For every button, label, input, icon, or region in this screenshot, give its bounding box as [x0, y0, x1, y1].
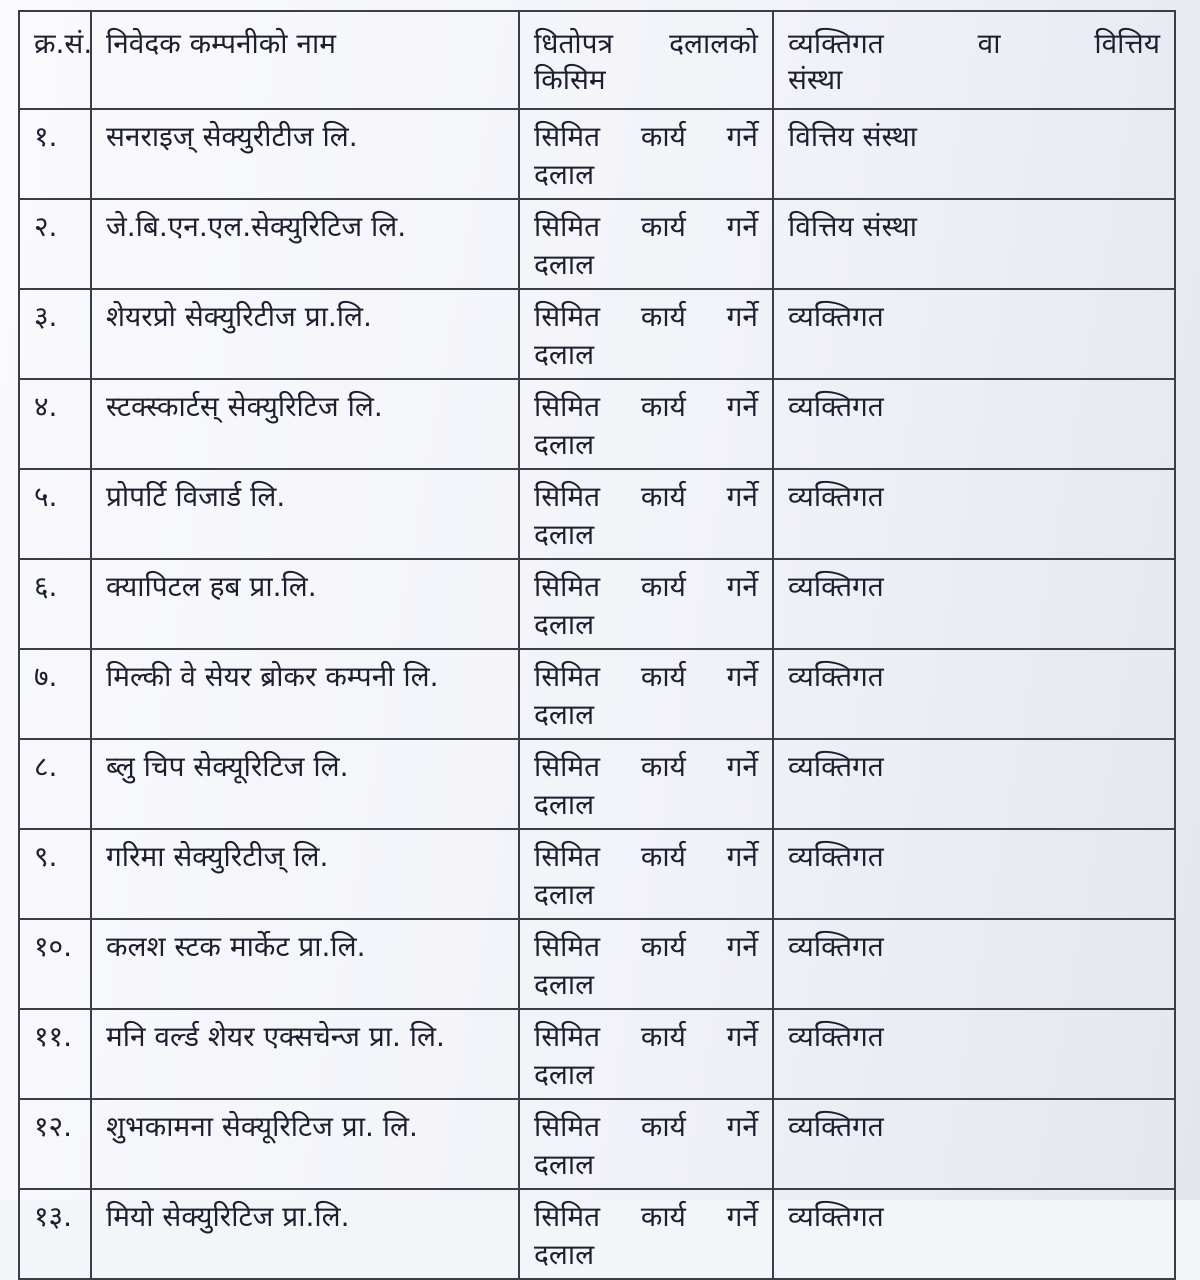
broker-type-word: कार्य — [640, 1110, 686, 1143]
table-row — [19, 739, 1175, 829]
company-name-cell: मियो सेक्युरिटिज प्रा.लि. — [91, 1189, 519, 1279]
broker-type-word: गर्ने — [726, 1020, 758, 1053]
broker-type-word: गर्ने — [726, 120, 758, 153]
broker-type-word: सिमित — [534, 480, 601, 513]
category-cell: व्यक्तिगत — [773, 1009, 1175, 1099]
broker-type-cell — [519, 559, 773, 649]
header-word: दलालको — [669, 27, 758, 60]
serial-number-cell: १. — [19, 109, 91, 199]
broker-type-line2: दलाल — [534, 968, 595, 1001]
broker-type-word: कार्य — [640, 1020, 686, 1053]
broker-type-cell — [519, 469, 773, 559]
company-name-cell: स्टक्स्कार्टस् सेक्युरिटिज लि. — [91, 379, 519, 469]
header-category — [773, 11, 1175, 109]
broker-type-word: गर्ने — [726, 480, 758, 513]
broker-type-line2: दलाल — [534, 338, 595, 371]
broker-type-line2: दलाल — [534, 788, 595, 821]
broker-type-word: सिमित — [534, 300, 601, 333]
header-category-line1 — [788, 26, 1164, 62]
category-cell: व्यक्तिगत — [773, 289, 1175, 379]
company-name-cell: शेयरप्रो सेक्युरिटीज प्रा.लि. — [91, 289, 519, 379]
broker-type-word: गर्ने — [726, 840, 758, 873]
broker-type-cell — [519, 1099, 773, 1189]
category-cell: व्यक्तिगत — [773, 1189, 1175, 1279]
header-word: वित्तिय — [1094, 27, 1160, 60]
broker-type-cell — [519, 1189, 773, 1279]
serial-number-cell: १३. — [19, 1189, 91, 1279]
table-header — [19, 11, 1175, 109]
broker-type-line2: दलाल — [534, 248, 595, 281]
table-row — [19, 649, 1175, 739]
broker-type-word: सिमित — [534, 570, 601, 603]
broker-type-cell — [519, 829, 773, 919]
serial-number-cell: ७. — [19, 649, 91, 739]
broker-type-line1 — [534, 838, 762, 876]
serial-number-cell: ८. — [19, 739, 91, 829]
broker-type-line1 — [534, 568, 762, 606]
serial-number-cell: ५. — [19, 469, 91, 559]
broker-type-line1 — [534, 1198, 762, 1236]
broker-type-line2: दलाल — [534, 878, 595, 911]
company-name-cell: मनि वर्ल्ड शेयर एक्सचेन्ज प्रा. लि. — [91, 1009, 519, 1099]
broker-type-word: कार्य — [640, 840, 686, 873]
table-row — [19, 1189, 1175, 1279]
table-row — [19, 109, 1175, 199]
broker-type-word: सिमित — [534, 930, 601, 963]
broker-type-word: गर्ने — [726, 300, 758, 333]
category-cell: व्यक्तिगत — [773, 649, 1175, 739]
serial-number-cell: २. — [19, 199, 91, 289]
company-name-cell: ब्लु चिप सेक्यूरिटिज लि. — [91, 739, 519, 829]
broker-type-line2: दलाल — [534, 428, 595, 461]
broker-type-word: कार्य — [640, 390, 686, 423]
table-row — [19, 379, 1175, 469]
company-name-cell: कलश स्टक मार्केट प्रा.लि. — [91, 919, 519, 1009]
broker-type-word: गर्ने — [726, 210, 758, 243]
broker-type-word: सिमित — [534, 390, 601, 423]
broker-type-cell — [519, 199, 773, 289]
category-cell: व्यक्तिगत — [773, 559, 1175, 649]
broker-type-line1 — [534, 298, 762, 336]
category-cell: व्यक्तिगत — [773, 919, 1175, 1009]
company-name-cell: गरिमा सेक्युरिटीज् लि. — [91, 829, 519, 919]
header-broker-type-line1 — [534, 26, 762, 62]
category-cell: वित्तिय संस्था — [773, 109, 1175, 199]
broker-type-word: कार्य — [640, 480, 686, 513]
broker-type-word: कार्य — [640, 300, 686, 333]
header-category-line2: संस्था — [788, 63, 843, 96]
category-cell: व्यक्तिगत — [773, 739, 1175, 829]
broker-type-word: सिमित — [534, 1020, 601, 1053]
table-row — [19, 469, 1175, 559]
header-broker-type — [519, 11, 773, 109]
broker-type-word: सिमित — [534, 660, 601, 693]
broker-type-word: कार्य — [640, 930, 686, 963]
broker-type-cell — [519, 739, 773, 829]
broker-type-word: सिमित — [534, 750, 601, 783]
broker-type-word: सिमित — [534, 210, 601, 243]
broker-type-word: कार्य — [640, 750, 686, 783]
broker-type-word: गर्ने — [726, 570, 758, 603]
header-serial-number: क्र.सं. — [19, 11, 91, 109]
category-cell: व्यक्तिगत — [773, 829, 1175, 919]
broker-type-word: गर्ने — [726, 930, 758, 963]
broker-type-word: कार्य — [640, 660, 686, 693]
broker-type-line1 — [534, 388, 762, 426]
broker-type-cell — [519, 1009, 773, 1099]
broker-applicant-table — [18, 10, 1176, 1280]
table-row — [19, 1009, 1175, 1099]
broker-type-word: कार्य — [640, 120, 686, 153]
table-row — [19, 829, 1175, 919]
table-row — [19, 559, 1175, 649]
broker-type-cell — [519, 649, 773, 739]
broker-type-word: कार्य — [640, 570, 686, 603]
broker-type-line2: दलाल — [534, 1238, 595, 1271]
serial-number-cell: ११. — [19, 1009, 91, 1099]
broker-type-word: सिमित — [534, 120, 601, 153]
broker-type-word: कार्य — [640, 1200, 686, 1233]
broker-type-line1 — [534, 748, 762, 786]
company-name-cell: शुभकामना सेक्यूरिटिज प्रा. लि. — [91, 1099, 519, 1189]
header-company-name: निवेदक कम्पनीको नाम — [91, 11, 519, 109]
table-row — [19, 1099, 1175, 1189]
company-name-cell: प्रोपर्टि विजार्ड लि. — [91, 469, 519, 559]
broker-type-word: सिमित — [534, 840, 601, 873]
serial-number-cell: १२. — [19, 1099, 91, 1189]
broker-type-cell — [519, 379, 773, 469]
company-name-cell: क्यापिटल हब प्रा.लि. — [91, 559, 519, 649]
broker-type-line1 — [534, 658, 762, 696]
company-name-cell: जे.बि.एन.एल.सेक्युरिटिज लि. — [91, 199, 519, 289]
header-word: वा — [977, 27, 1001, 60]
broker-type-word: कार्य — [640, 210, 686, 243]
broker-type-word: गर्ने — [726, 750, 758, 783]
broker-type-line2: दलाल — [534, 158, 595, 191]
header-broker-type-line2: किसिम — [534, 63, 606, 96]
broker-type-word: गर्ने — [726, 1110, 758, 1143]
serial-number-cell: ३. — [19, 289, 91, 379]
broker-type-cell — [519, 919, 773, 1009]
broker-type-line1 — [534, 1018, 762, 1056]
broker-type-line1 — [534, 118, 762, 156]
header-word: धितोपत्र — [534, 27, 614, 60]
serial-number-cell: ४. — [19, 379, 91, 469]
broker-type-cell — [519, 289, 773, 379]
serial-number-cell: ६. — [19, 559, 91, 649]
serial-number-cell: ९. — [19, 829, 91, 919]
broker-type-line1 — [534, 928, 762, 966]
table-row — [19, 199, 1175, 289]
broker-type-line2: दलाल — [534, 608, 595, 641]
header-word: व्यक्तिगत — [788, 27, 884, 60]
broker-type-word: गर्ने — [726, 390, 758, 423]
broker-type-line2: दलाल — [534, 1148, 595, 1181]
company-name-cell: सनराइज् सेक्युरीटीज लि. — [91, 109, 519, 199]
broker-type-line1 — [534, 1108, 762, 1146]
broker-type-word: सिमित — [534, 1200, 601, 1233]
broker-type-cell — [519, 109, 773, 199]
table-row — [19, 919, 1175, 1009]
broker-type-word: गर्ने — [726, 1200, 758, 1233]
serial-number-cell: १०. — [19, 919, 91, 1009]
broker-type-line1 — [534, 478, 762, 516]
header-row — [19, 11, 1175, 109]
category-cell: व्यक्तिगत — [773, 379, 1175, 469]
broker-type-line2: दलाल — [534, 518, 595, 551]
category-cell: व्यक्तिगत — [773, 469, 1175, 559]
broker-type-line2: दलाल — [534, 1058, 595, 1091]
company-name-cell: मिल्की वे सेयर ब्रोकर कम्पनी लि. — [91, 649, 519, 739]
broker-type-line1 — [534, 208, 762, 246]
table-body — [19, 109, 1175, 1279]
category-cell: वित्तिय संस्था — [773, 199, 1175, 289]
broker-type-word: सिमित — [534, 1110, 601, 1143]
category-cell: व्यक्तिगत — [773, 1099, 1175, 1189]
table-row — [19, 289, 1175, 379]
broker-type-line2: दलाल — [534, 698, 595, 731]
broker-type-word: गर्ने — [726, 660, 758, 693]
